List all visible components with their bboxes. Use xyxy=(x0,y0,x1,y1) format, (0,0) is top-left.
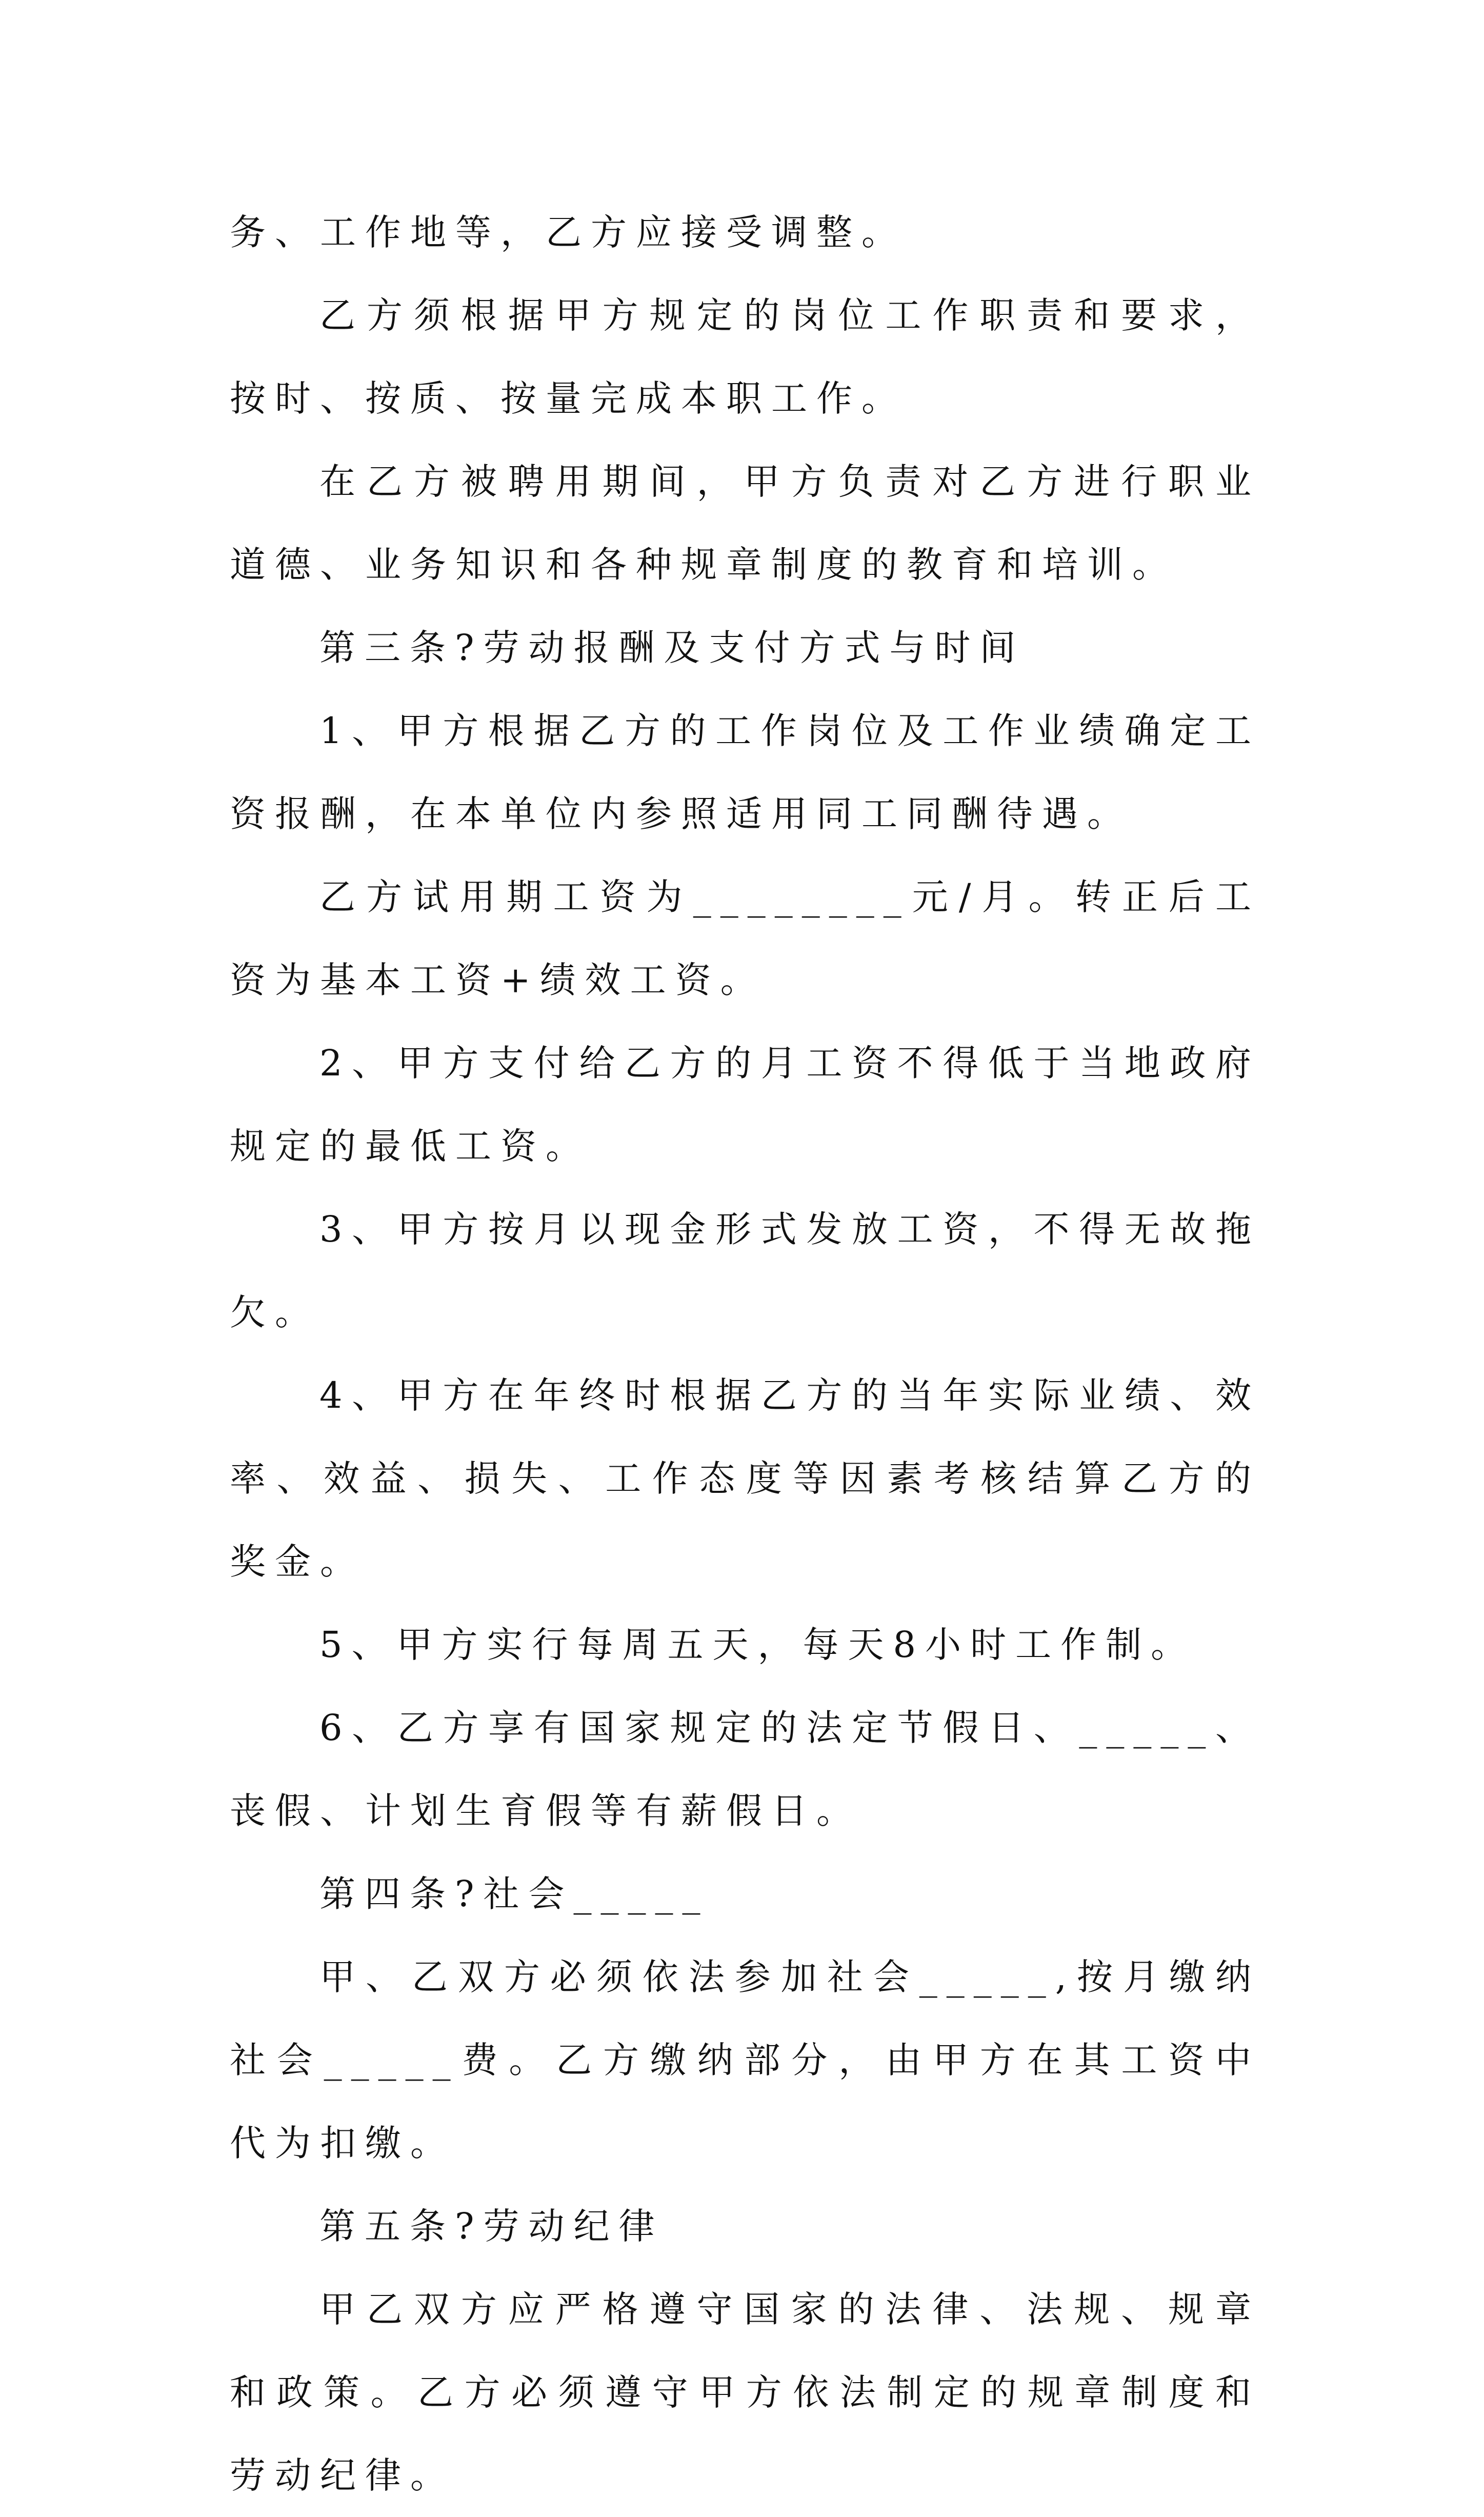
paragraph-salary-6: 6、乙方享有国家规定的法定节假日、_____、丧假、计划生育假等有薪假日。 xyxy=(230,1707,1260,1832)
paragraph-training: 在乙方被聘用期间，甲方负责对乙方进行职业道德、业务知识和各种规章制度的教育和培训。 xyxy=(230,461,1260,586)
paragraph-salary-1: 1、甲方根据乙方的工作岗位及工作业绩确定工资报酬，在本单位内参照适用同工同酬待遇。 xyxy=(230,710,1260,835)
article-3-heading: 第三条?劳动报酬及支付方式与时间 xyxy=(319,627,1025,669)
paragraph-salary-2: 2、甲方支付给乙方的月工资不得低于当地政府规定的最低工资。 xyxy=(230,1042,1260,1167)
paragraph-duties: 乙方须根据甲方规定的岗位工作职责和要求，按时、按质、按量完成本职工作。 xyxy=(230,294,1260,419)
article-4-heading: 第四条?社会_____ xyxy=(319,1873,710,1915)
paragraph-discipline: 甲乙双方应严格遵守国家的法律、法规、规章和政策。乙方必须遵守甲方依法制定的规章制度和劳动纪律。 xyxy=(230,2288,1260,2496)
paragraph-probation-salary: 乙方试用期工资为________元/月。转正后工资为基本工资+绩效工资。 xyxy=(230,876,1260,1001)
paragraph-salary-5: 5、甲方实行每周五天，每天8小时工作制。 xyxy=(319,1624,1196,1666)
paragraph-social-insurance: 甲、乙双方必须依法参加社会_____,按月缴纳社会_____费。乙方缴纳部分，由甲方在其工资中代为扣缴。 xyxy=(230,1956,1260,2164)
paragraph-salary-3: 3、甲方按月以现金形式发放工资，不得无故拖欠。 xyxy=(230,1208,1260,1333)
article-5-heading: 第五条?劳动纪律 xyxy=(319,2205,664,2247)
paragraph-continuation: 务、工作地等，乙方应接受调整。 xyxy=(230,211,907,253)
document-body xyxy=(230,191,1260,2517)
paragraph-salary-4: 4、甲方在年终时根据乙方的当年实际业绩、效率、效益、损失、工作态度等因素考核结算乙方的奖金。 xyxy=(230,1374,1260,1583)
